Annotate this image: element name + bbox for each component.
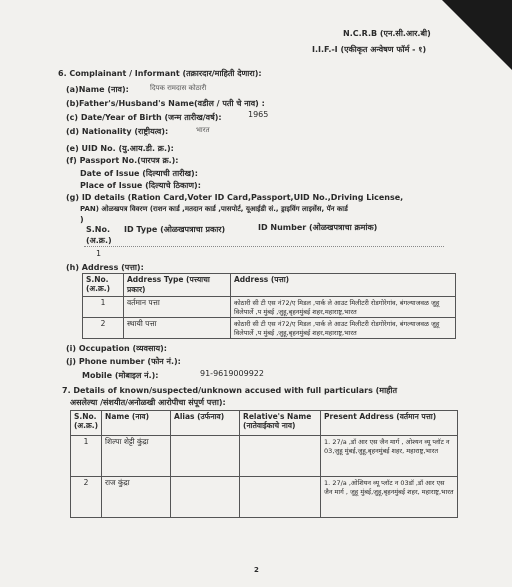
form-title: I.I.F.-I (एकीकृत अन्वेषण फॉर्म - १)	[312, 45, 427, 54]
addr-type: स्थायी पत्ता	[124, 318, 231, 339]
id-col-type: ID Type (ओळखपत्राचा प्रकार)	[124, 225, 226, 234]
passport-label: (f) Passport No.(पारपत्र क्र.):	[66, 156, 179, 165]
acc-address: 1. 27/a ,ओशियन व्यू प्लॉट न 03डॉ ,डॉ आर एस जैन मार्ग , जुहू मुंबई,जुहू,बृहनमुंबई शहर, महाराष्ट्र,भारत	[321, 477, 458, 518]
table-row	[83, 297, 456, 318]
addr-type: वर्तमान पत्ता	[124, 297, 231, 318]
mobile-value: 91-9619009922	[200, 369, 264, 378]
acc-alias	[171, 477, 240, 518]
accused-heading-line2: असलेल्या /संशयीत/अनोळखी आरोपीचा संपूर्ण पत्ता):	[70, 398, 226, 407]
phone-label: (j) Phone number (फोन नं.):	[66, 357, 181, 366]
acc-address: 1. 27/a ,डॉ आर एस जैन मार्ग , ओश्यन व्यू प्लॉट न 03,जुहू मुंबई,जुहू,बृहनमुंबई शहर, महाराष्ट्र,भारत	[321, 436, 458, 477]
doi-label: Date of Issue (दिल्याची तारीख):	[80, 169, 198, 178]
table-row	[71, 477, 458, 518]
acc-col-name: Name (नाव)	[102, 411, 171, 436]
acc-col-address: Present Address (वर्तमान पत्ता)	[321, 411, 458, 436]
nationality-label: (d) Nationality (राष्ट्रीयत्व):	[66, 127, 169, 136]
uid-label: (e) UID No. (यु.आय.डी. क्र.):	[66, 144, 174, 153]
id-col-number: ID Number (ओळखपत्राचा क्रमांक)	[258, 223, 378, 232]
id-col-sno: S.No. (अ.क्र.)	[86, 225, 112, 245]
poi-label: Place of Issue (दिल्याचे ठिकाण):	[80, 181, 201, 190]
complainant-heading: 6. Complainant / Informant (तक्रारदार/माहिती देणारा):	[58, 69, 262, 78]
id-details-line1: (g) ID details (Ration Card,Voter ID Card,Passport,UID No.,Driving License,	[66, 193, 404, 202]
dob-value: 1965	[248, 110, 269, 119]
occupation-label: (i) Occupation (व्यवसाय):	[66, 344, 167, 353]
addr-value: कोठारी सी टी एस नं72/ए मिडल ,पार्क ले आउट मिलीटरी रोडगोरेगांव, बंगल्याजवळ जुहू विलेपार्ले ,प मुंबई ,जुहू,बृहनमुंबई शहर,महाराष्ट्र,भारत	[231, 297, 456, 318]
accused-table	[70, 410, 458, 518]
father-label: (b)Father's/Husband's Name(वडील / पती चे नाव) :	[66, 99, 265, 108]
acc-name: शिल्पा शेट्टी कुंद्रा	[102, 436, 171, 477]
addr-col-type: Address Type (पत्त्याचा प्रकार)	[124, 274, 231, 297]
name-label: (a)Name (नाव):	[66, 85, 129, 94]
address-table	[82, 273, 456, 339]
page-corner-shadow	[442, 0, 512, 70]
addr-value: कोठारी सी टी एस नं72/ए मिडल ,पार्क ले आउट मिलीटरी रोडगोरेगांव, बंगल्याजवळ जुहू विलेपार्ले ,प मुंबई ,जुहू,बृहनमुंबई शहर,महाराष्ट्र,भारत	[231, 318, 456, 339]
id-row-sno: 1	[96, 249, 102, 258]
ncrb-header: N.C.R.B (एन.सी.आर.बी)	[343, 29, 431, 38]
address-label: (h) Address (पत्ता):	[66, 263, 144, 272]
acc-col-relative: Relative's Name (नातेवाईकाचे नाव)	[240, 411, 321, 436]
accused-heading-line1: 7. Details of known/suspected/unknown accused with full particulars (माहीत	[62, 386, 398, 395]
page-number: 2	[254, 566, 259, 574]
nationality-value: भारत	[196, 126, 210, 134]
name-value: दिपक रामदास कोठारी	[150, 84, 207, 92]
id-table-rule	[84, 246, 444, 247]
dob-label: (c) Date/Year of Birth (जन्म तारीख/वर्ष):	[66, 113, 222, 122]
addr-sno: 2	[83, 318, 124, 339]
mobile-label: Mobile (मोबाइल नं.):	[82, 371, 159, 380]
id-details-line3: )	[80, 215, 84, 224]
acc-name: राज कुंद्रा	[102, 477, 171, 518]
acc-sno: 2	[71, 477, 102, 518]
acc-alias	[171, 436, 240, 477]
addr-sno: 1	[83, 297, 124, 318]
addr-col-address: Address (पत्ता)	[231, 274, 456, 297]
addr-col-sno: S.No. (अ.क्र.)	[83, 274, 124, 297]
id-details-line2: PAN) ओळखपत्र विवरण (राशन कार्ड ,मतदान कार्ड ,पासपोर्ट, यूआईडी सं., ड्राइविंग लाइसेंस, पॅन कार्ड	[80, 205, 348, 213]
acc-relative	[240, 477, 321, 518]
acc-relative	[240, 436, 321, 477]
table-row	[83, 318, 456, 339]
table-row	[71, 436, 458, 477]
acc-col-alias: Alias (उर्फनाव)	[171, 411, 240, 436]
acc-col-sno: S.No. (अ.क्र.)	[71, 411, 102, 436]
acc-sno: 1	[71, 436, 102, 477]
